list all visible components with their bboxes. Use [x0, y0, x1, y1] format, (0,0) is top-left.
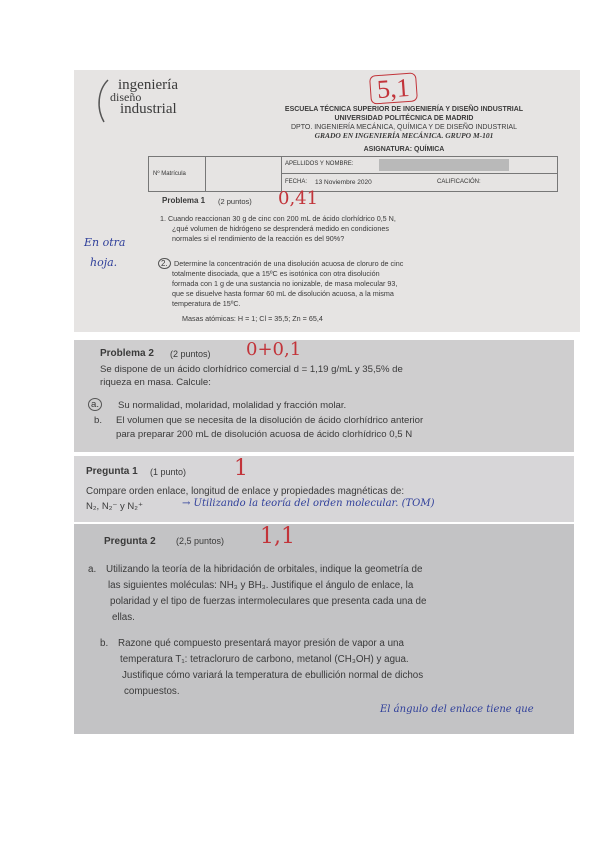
margin-note-1: En otra — [84, 236, 126, 249]
question1-title: Pregunta 1 — [86, 466, 138, 477]
p1-q1-line3: normales si el rendimiento de la reacción es del 90%? — [172, 234, 345, 243]
p2-a-label: a. — [88, 398, 102, 411]
question2-title: Pregunta 2 — [104, 536, 156, 547]
p1-q2-line1: Determine la concentración de una disolución acuosa de cloruro de cinc — [174, 259, 404, 268]
q2-a-line1: Utilizando la teoría de la hibridación de orbitales, indique la geometría de — [106, 564, 423, 575]
margin-note-2: hoja. — [90, 256, 118, 269]
degree-name: GRADO EN INGENIERÍA MECÁNICA. GRUPO M-101 — [314, 131, 494, 140]
p2-a-text: Su normalidad, molaridad, molalidad y fracción molar. — [118, 400, 347, 411]
logo-text-1: ingeniería — [118, 77, 178, 93]
p1-q2-line5: temperatura de 15ºC. — [172, 299, 241, 308]
question1-text: Compare orden enlace, longitud de enlace y propiedades magnéticas de: — [86, 486, 405, 497]
student-info-table — [148, 156, 558, 192]
q2-a-line4: ellas. — [112, 612, 135, 623]
date-value: 13 Noviembre 2020 — [315, 179, 372, 186]
school-name: ESCUELA TÉCNICA SUPERIOR DE INGENIERÍA Y DISEÑO INDUSTRIAL — [284, 106, 524, 113]
university-name: UNIVERSIDAD POLITÉCNICA DE MADRID — [334, 115, 474, 122]
problem1-score-mark: 0,41 — [278, 188, 319, 209]
problem2-score-mark: 0+0,1 — [246, 340, 302, 360]
q2-b-line4: compuestos. — [124, 686, 180, 697]
atomic-masses: Masas atómicas: H = 1; Cl = 35,5; Zn = 65,4 — [182, 314, 323, 323]
p1-q1-line1: 1. Cuando reaccionan 30 g de cinc con 200 mL de ácido clorhídrico 0,5 N, — [160, 214, 396, 223]
problem1-title: Problema 1 — [162, 196, 206, 205]
q2-b-label: b. — [100, 638, 109, 649]
total-grade-mark: 5,1 — [369, 72, 417, 104]
department-name: DPTO. INGENIERÍA MECÁNICA, QUÍMICA Y DE DISEÑO INDUSTRIAL — [291, 124, 517, 131]
problem2-strip — [74, 340, 574, 452]
p2-b-line1: El volumen que se necesita de la disolución de ácido clorhídrico anterior — [116, 415, 424, 426]
name-label: APELLIDOS Y NOMBRE: — [285, 161, 354, 167]
question2-points: (2,5 puntos) — [176, 536, 225, 546]
question1-species: N₂, N₂⁻ y N₂⁺ — [86, 501, 143, 512]
date-label: FECHA: — [285, 179, 308, 185]
p2-intro-line2: riqueza en masa. Calcule: — [100, 377, 211, 388]
problem1-points: (2 puntos) — [218, 197, 252, 206]
matricula-label: Nº Matrícula — [153, 171, 186, 177]
q2-b-line2: temperatura T₁: tetracloruro de carbono, metanol (CH₃OH) y agua. — [120, 654, 409, 665]
q2-a-line3: polaridad y el tipo de fuerzas intermoleculares que presenta cada una de — [110, 596, 427, 607]
logo-text-2: diseño — [110, 90, 142, 104]
q2-b-line3: Justifique cómo variará la temperatura de ebullición normal de dichos — [122, 670, 424, 681]
p2-intro-line1: Se dispone de un ácido clorhídrico comercial d = 1,19 g/mL y 35,5% de — [100, 364, 403, 375]
p1-q2-line2: totalmente disociada, que a 15ºC es isotónica con otra disolución — [172, 269, 380, 278]
problem2-title: Problema 2 — [100, 348, 154, 359]
logo-text-3: industrial — [120, 101, 177, 117]
p2-b-label: b. — [94, 415, 103, 426]
q2-b-line1: Razone qué compuesto presentará mayor presión de vapor a una — [118, 638, 404, 649]
p1-q2-line3: formada con 1 g de una sustancia no ionizable, de masa molecular 93, — [172, 279, 398, 288]
problem2-points: (2 puntos) — [170, 349, 211, 359]
school-logo — [94, 76, 224, 124]
question2-handwritten-answer: El ángulo del enlace tiene que — [380, 704, 534, 715]
question1-score-mark: 1 — [234, 456, 248, 481]
question2-strip — [74, 524, 574, 734]
question1-handwritten-answer: → Utilizando la teoría del orden molecular. (TOM) — [182, 498, 435, 509]
p2-b-line2: para preparar 200 mL de disolución acuosa de ácido clorhídrico 0,5 N — [116, 429, 413, 440]
q2-a-label: a. — [88, 564, 97, 575]
p1-q2-line4: que se disuelve hasta formar 60 mL de disolución acuosa, a la misma — [172, 289, 394, 298]
question1-points: (1 punto) — [150, 467, 187, 477]
name-redacted-field — [379, 159, 509, 171]
question1-strip — [74, 456, 574, 522]
subject-title: ASIGNATURA: QUÍMICA — [363, 146, 445, 153]
question2-score-mark: 1,1 — [260, 524, 295, 549]
q2-a-line2: las siguientes moléculas: NH₃ y BH₃. Justifique el ángulo de enlace, la — [108, 580, 414, 591]
p1-q1-line2: ¿qué volumen de hidrógeno se desprenderá medido en condiciones — [172, 224, 389, 233]
exam-header-strip — [74, 70, 580, 332]
score-label: CALIFICACIÓN: — [437, 179, 481, 185]
p1-q2-number: 2. — [158, 258, 171, 269]
